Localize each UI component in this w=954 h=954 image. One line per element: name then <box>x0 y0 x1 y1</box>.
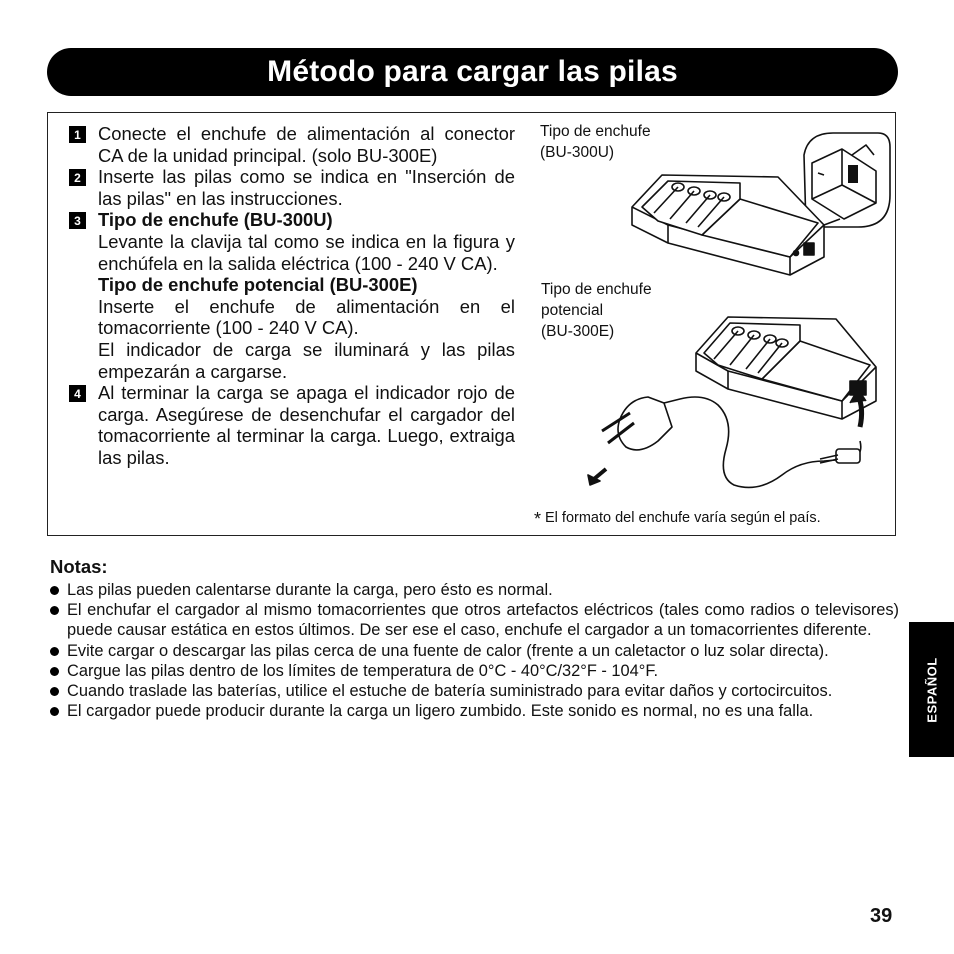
title-bar <box>47 48 898 96</box>
footnote-text: El formato del enchufe varía según el país. <box>545 510 821 526</box>
note-text: Cargue las pilas dentro de los límites de temperatura de 0°C - 40°C/32°F - 104°F. <box>67 661 659 680</box>
note-text: Las pilas pueden calentarse durante la carga, pero ésto es normal. <box>67 581 553 599</box>
note-item <box>49 600 899 640</box>
note-text: El enchufar el cargador al mismo tomacorrientes que otros artefactos eléctricos (tales como radios o televisores) puede causar estática en estos últimos. De ser ese el caso, enchufe el cargador a un tomacorrientes diferente. <box>67 601 899 640</box>
bullet-icon <box>50 667 59 676</box>
page-number: 39 <box>870 905 893 927</box>
notes-list <box>49 580 899 721</box>
note-text: Cuando traslade las baterías, utilice el estuche de batería suministrado para evitar daños y cortocircuitos. <box>67 682 833 701</box>
bullet-icon <box>50 647 59 656</box>
bullet-icon <box>50 606 59 615</box>
step-number: 2 <box>69 169 86 186</box>
step-4 <box>68 382 515 468</box>
instructions-box <box>47 112 896 536</box>
step-heading-e: Tipo de enchufe potencial (BU-300E) <box>98 274 418 296</box>
caption-line: Tipo de enchufe <box>541 281 652 298</box>
caption-line: Tipo de enchufe <box>540 123 651 140</box>
charger-bu300e-illustration <box>568 309 898 499</box>
caption-line: (BU-300U) <box>540 144 615 161</box>
note-text: El cargador puede producir durante la carga un ligero zumbido. Este sonido es normal, no es una falla. <box>67 702 814 721</box>
step-2 <box>68 166 515 209</box>
step-3 <box>68 209 515 382</box>
notes-heading: Notas: <box>50 556 108 577</box>
charger-bu300u-illustration <box>628 125 892 285</box>
caption-line: (BU-300E) <box>541 323 615 340</box>
bullet-icon <box>50 586 59 595</box>
note-item <box>49 701 899 721</box>
note-item <box>49 580 899 600</box>
language-tab-label: ESPAÑOL <box>924 656 939 723</box>
note-text: Evite cargar o descargar las pilas cerca de una fuente de calor (frente a un caletactor o luz solar directa). <box>67 641 829 660</box>
step-text-e: Inserte el enchufe de alimentación en el tomacorriente (100 - 240 V CA). <box>98 295 515 339</box>
step-heading-u: Tipo de enchufe (BU-300U) <box>98 209 333 231</box>
note-item <box>49 681 899 701</box>
step-number: 1 <box>69 126 86 143</box>
step-text: Al terminar la carga se apaga el indicador rojo de carga. Asegúrese de desenchufar el cargador del tomacorriente al terminar la carga. Luego, extraiga las pilas. <box>98 382 515 468</box>
step-text: Inserte las pilas como se indica en "Inserción de las pilas" en las instrucciones. <box>98 166 515 209</box>
language-tab <box>909 622 954 757</box>
footnote <box>534 509 821 530</box>
step-text-after: El indicador de carga se iluminará y las pilas empezarán a cargarse. <box>98 338 515 382</box>
step-text-u: Levante la clavija tal como se indica en la figura y enchúfela en la salida eléctrica (100 - 240 V CA). <box>98 230 515 274</box>
bullet-icon <box>50 687 59 696</box>
steps-list <box>68 123 515 469</box>
step-number: 3 <box>69 212 86 229</box>
note-item <box>49 661 899 681</box>
page-title: Método para cargar las pilas <box>267 55 678 88</box>
step-number: 4 <box>69 385 86 402</box>
note-item <box>49 641 899 661</box>
footnote-mark: * <box>534 509 542 529</box>
step-text: Conecte el enchufe de alimentación al conector CA de la unidad principal. (solo BU-300E) <box>98 123 515 166</box>
bullet-icon <box>50 707 59 716</box>
step-1 <box>68 123 515 166</box>
caption-line: potencial <box>541 302 604 319</box>
